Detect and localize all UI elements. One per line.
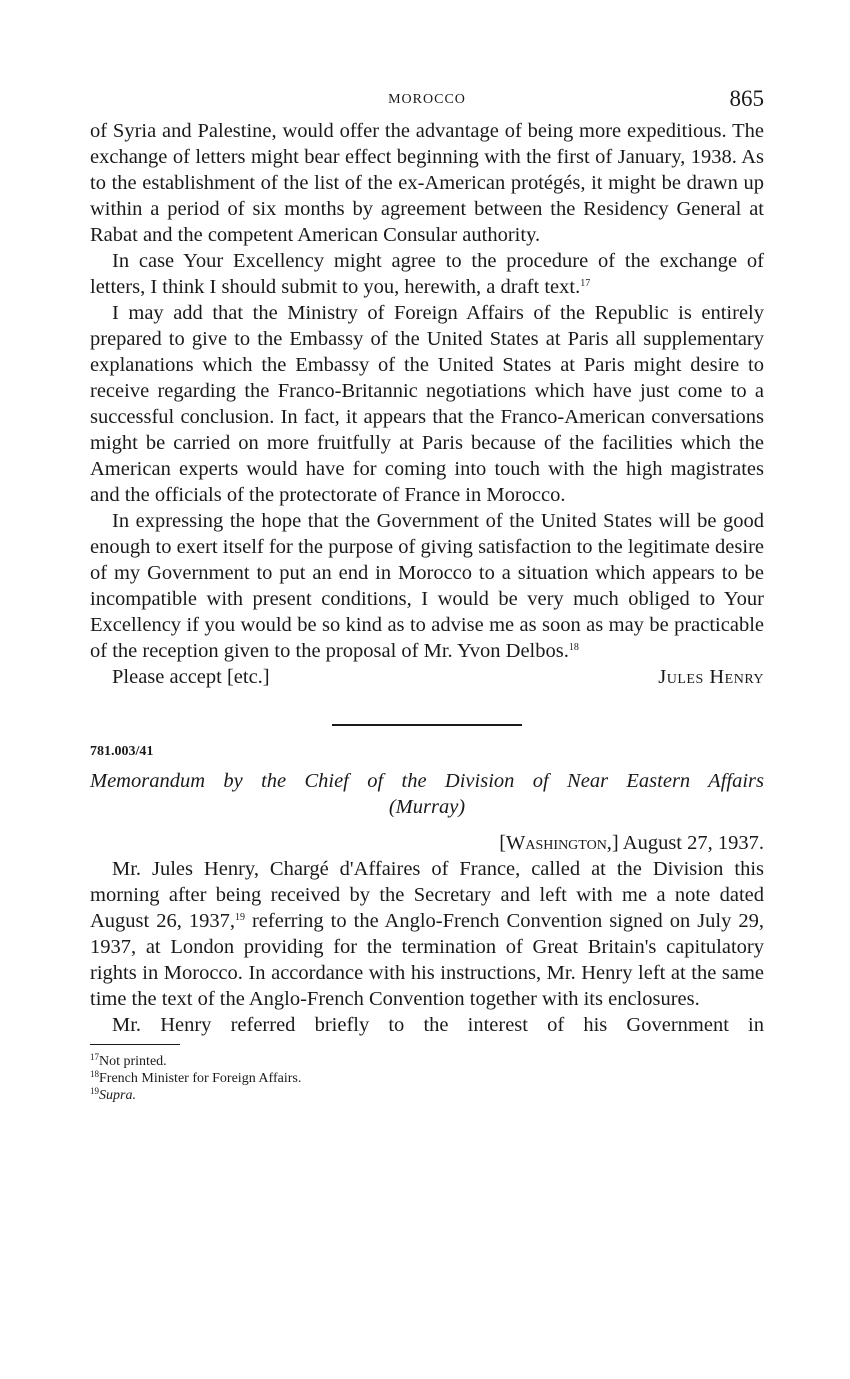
footnote-ref-17: 17: [580, 278, 591, 289]
letter-paragraph-2: [90, 248, 764, 300]
footnote-number: 19: [90, 1086, 99, 1096]
memo-title-line-2: (Murray): [388, 796, 466, 818]
footnote-ref-18: 18: [568, 642, 579, 653]
closing-phrase: Please accept [etc.]: [112, 666, 270, 688]
file-number: 781.003/41: [90, 744, 154, 759]
footnote-number: 18: [90, 1069, 99, 1079]
document-page: [90, 86, 764, 1104]
letter-closing: [90, 664, 764, 690]
memo-dateline: [90, 830, 764, 856]
memo-body: [90, 856, 764, 1038]
footnote-19: [90, 1087, 764, 1104]
memo-paragraph-2: Mr. Henry referred briefly to the interest of his Government in: [112, 1014, 764, 1036]
memo-paragraph-1-text-b: referring to the Anglo-French Convention signed on July 29, 1937, at London providing for the termination of Great Britain's capitulatory rights in Morocco. In accordance with his instructions, Mr. Henry left at the same time the text of the Anglo-French Convention together with its enclosures.: [90, 910, 765, 1010]
memo-paragraph-1: [90, 856, 764, 1012]
footnote-text: Supra.: [99, 1088, 136, 1103]
footnote-number: 17: [90, 1052, 99, 1062]
running-head: MOROCCO: [388, 92, 466, 107]
letter-paragraph-2-text: In case Your Excellency might agree to the procedure of the exchange of letters, I think I should submit to you, herewith, a draft text.: [90, 250, 764, 298]
letter-body: [90, 118, 764, 690]
footnote-18: [90, 1070, 764, 1087]
memo-date: August 27, 1937.: [622, 832, 764, 854]
footnotes: [90, 1053, 764, 1104]
signature: Jules Henry: [658, 666, 764, 688]
letter-paragraph-1: of Syria and Palestine, would offer the advantage of being more expeditious. The exchange of letters might bear effect beginning with the first of January, 1938. As to the establishment of the list of the ex-American protégés, it might be drawn up within a period of six months by agreement between the Residency General at Rabat and the competent American Consular authority.: [90, 120, 764, 246]
memo-title-line-1: Memorandum by the Chief of the Division of Near Eastern Affairs: [90, 770, 764, 792]
footnote-17: [90, 1053, 764, 1070]
page-header: [90, 86, 764, 118]
memo-place: [Washington,]: [499, 832, 619, 854]
page-number: 865: [729, 86, 764, 111]
letter-paragraph-3: I may add that the Ministry of Foreign Affairs of the Republic is entirely prepared to give to the Embassy of the United States at Paris all supplementary explanations which the Embassy of the United States at Paris might desire to receive regarding the Franco-Britannic negotiations which have just come to a successful conclusion. In fact, it appears that the Franco-American conversations might be carried on more fruitfully at Paris because of the facilities which the American experts would have for coming into touch with the high magistrates and the officials of the protectorate of France in Morocco.: [90, 302, 764, 506]
footnote-text: Not printed.: [99, 1054, 167, 1069]
letter-paragraph-4-text: In expressing the hope that the Government of the United States will be good enough to exert itself for the purpose of giving satisfaction to the legitimate desire of my Government to put an end in Morocco to a situation which appears to be incompatible with present conditions, I would be very much obliged to Your Excellency if you would be so kind as to advise me as soon as may be practicable of the reception given to the proposal of Mr. Yvon Delbos.: [90, 510, 764, 662]
footnote-ref-19: 19: [234, 912, 245, 923]
letter-paragraph-4: [90, 508, 764, 664]
memo-paragraph-1-text-a: Mr. Jules Henry, Chargé d'Affaires of France, called at the Division this morning after being received by the Secretary and left with me a note dated August 26, 1937,: [90, 858, 764, 932]
footnote-text: French Minister for Foreign Affairs.: [99, 1071, 302, 1086]
memo-title: [90, 768, 764, 820]
section-divider: [332, 724, 522, 726]
footnote-rule: [90, 1044, 180, 1045]
